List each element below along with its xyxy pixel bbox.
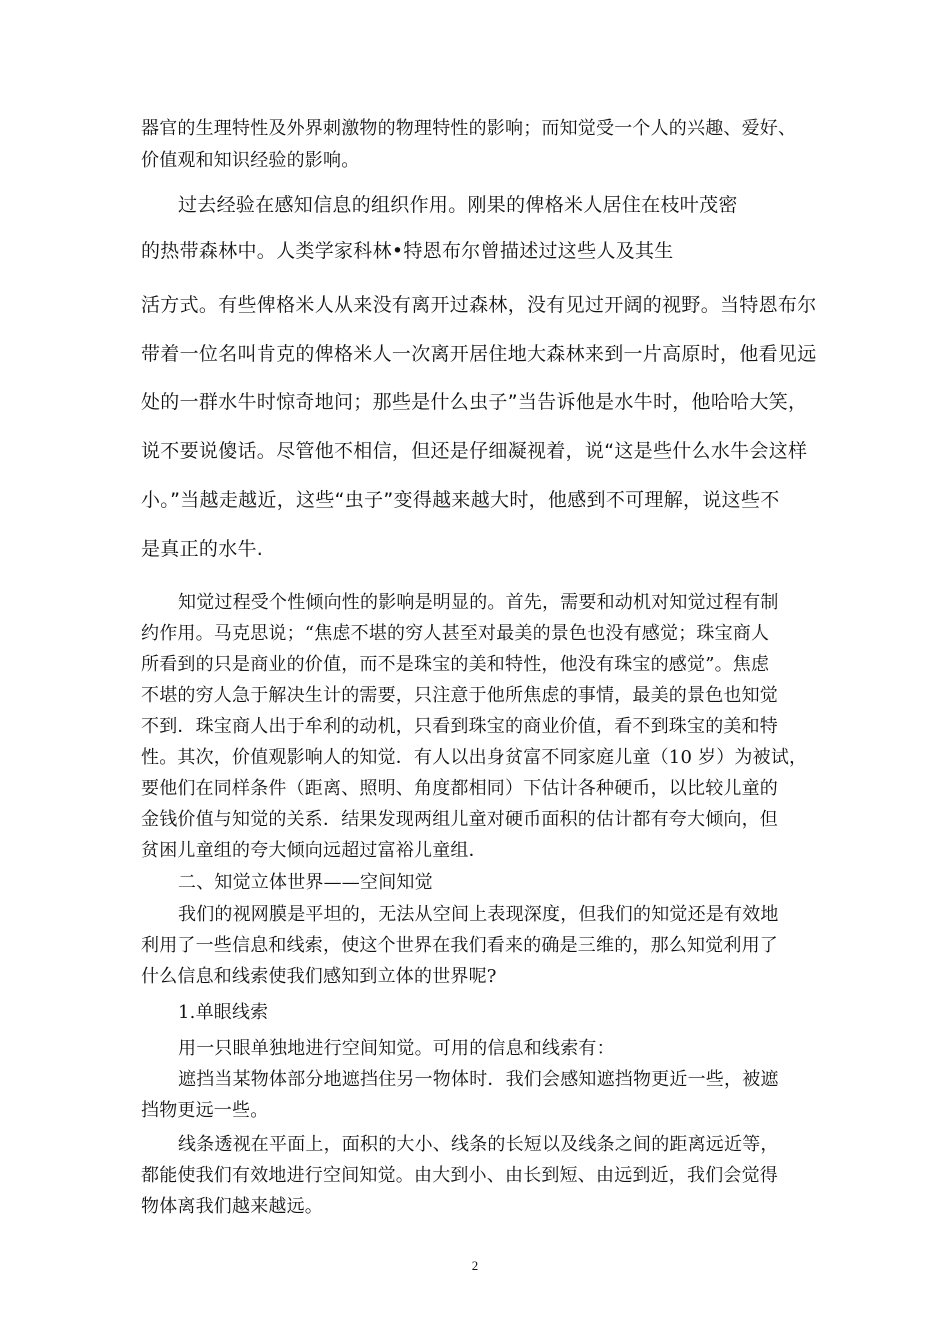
text-line: 什么信息和线索使我们感知到立体的世界呢? [141,966,497,987]
text-line: 贫困儿童组的夸大倾向远超过富裕儿童组． [141,840,487,861]
text-line: 用一只眼单独地进行空间知觉。可用的信息和线索有： [178,1038,615,1059]
text-line: 器官的生理特性及外界刺激物的物理特性的影响；而知觉受一个人的兴趣、爱好、 [141,118,797,139]
text-line: 我们的视网膜是平坦的，无法从空间上表现深度，但我们的知觉还是有效地 [178,904,779,925]
text-line: 知觉过程受个性倾向性的影响是明显的。首先，需要和动机对知觉过程有制 [178,592,779,613]
section-heading: 二、知觉立体世界——空间知觉 [178,872,433,893]
text-line: 过去经验在感知信息的组织作用。刚果的俾格米人居住在枝叶茂密 [178,194,738,216]
text-line: 活方式。有些俾格米人从来没有离开过森林，没有见过开阔的视野。当特恩布尔 [141,294,817,316]
text-line: 小。”当越走越近，这些“虫子”变得越来越大时，他感到不可理解，说这些不 [141,489,780,511]
text-line: 金钱价值与知觉的关系．结果发现两组儿童对硬币面积的估计都有夸大倾向，但 [141,809,778,830]
text-line: 说不要说傻话。尽管他不相信，但还是仔细凝视着，说“这是些什么水牛会这样 [141,440,808,462]
subheading: 1.单眼线索 [178,1002,269,1023]
text-line: 都能使我们有效地进行空间知觉。由大到小、由长到短、由远到近，我们会觉得 [141,1165,778,1186]
text-line: 所看到的只是商业的价值，而不是珠宝的美和特性，他没有珠宝的感觉”。焦虑 [141,654,770,675]
page-number: 2 [471,1258,479,1273]
text-line: 线条透视在平面上，面积的大小、线条的长短以及线条之间的距离远近等， [178,1134,779,1155]
text-line: 价值观和知识经验的影响。 [141,150,360,171]
text-line: 物体离我们越来越远。 [141,1196,323,1217]
text-line: 约作用。马克思说；“焦虑不堪的穷人甚至对最美的景色也没有感觉；珠宝商人 [141,623,770,644]
text-line: 挡物更远一些。 [141,1100,269,1121]
text-line: 不到．珠宝商人出于牟利的动机，只看到珠宝的商业价值，看不到珠宝的美和特 [141,716,778,737]
text-line: 的热带森林中。人类学家科林•特恩布尔曾描述过这些人及其生 [141,240,674,262]
text-line: 处的一群水牛时惊奇地问；那些是什么虫子”当告诉他是水牛时，他哈哈大笑， [141,391,808,413]
text-line: 不堪的穷人急于解决生计的需要，只注意于他所焦虑的事情，最美的景色也知觉 [141,685,778,706]
text-line: 遮挡当某物体部分地遮挡住另一物体时．我们会感知遮挡物更近一些，被遮 [178,1069,779,1090]
text-line: 利用了一些信息和线索，使这个世界在我们看来的确是三维的，那么知觉利用了 [141,935,778,956]
text-line: 性。其次，价值观影响人的知觉．有人以出身贫富不同家庭儿童（10 岁）为被试， [141,747,808,768]
text-line: 要他们在同样条件（距离、照明、角度都相同）下估计各种硬币，以比较儿童的 [141,778,778,799]
text-line: 是真正的水牛. [141,538,264,560]
text-line: 带着一位名叫肯克的俾格米人一次离开居住地大森林来到一片高原时，他看见远 [141,343,817,365]
